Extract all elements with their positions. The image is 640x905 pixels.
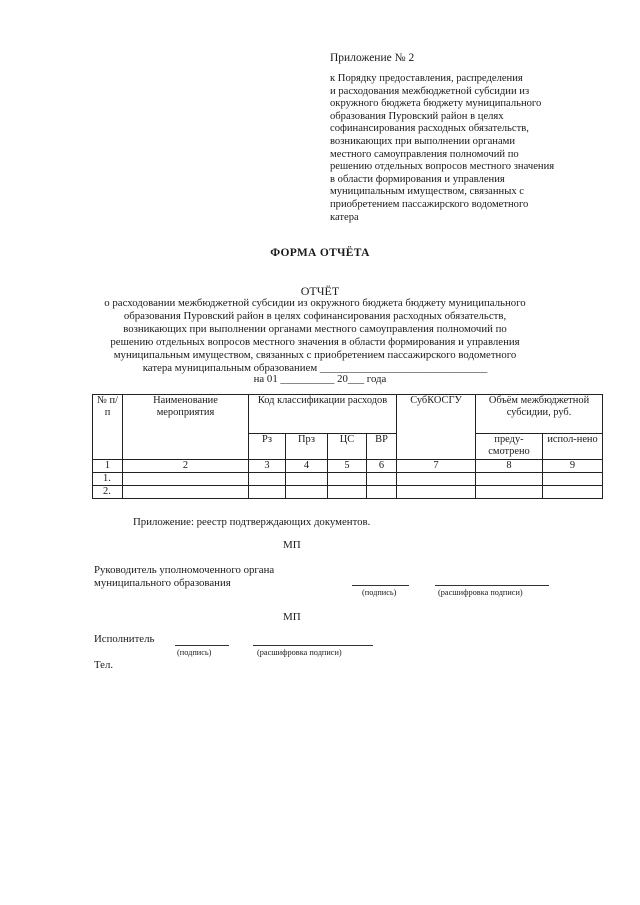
annex-title: Приложение № 2 — [330, 52, 415, 64]
report-line: о расходовании межбюджетной субсидии из окружного бюджета бюджету муниципального — [104, 297, 526, 309]
annex-line: образования Пуровский район в целях — [330, 110, 504, 122]
header-subkosgu: СубКОСГУ — [397, 395, 476, 460]
table-cell — [286, 486, 328, 499]
annex-line: и расходования межбюджетной субсидии из — [330, 85, 530, 97]
row-number: 1. — [93, 473, 123, 486]
annex-text — [330, 73, 620, 224]
attachment-note: Приложение: реестр подтверждающих документов. — [133, 516, 371, 528]
column-number: 2 — [123, 460, 249, 473]
executor-decoding-line — [253, 645, 373, 646]
table-cell — [476, 486, 543, 499]
annex-line: возникающих при выполнении органами — [330, 135, 516, 147]
executor-signature-line — [175, 645, 229, 646]
executor-label: Исполнитель — [94, 633, 155, 645]
stamp-place-label: МП — [283, 539, 301, 551]
table-row — [93, 486, 603, 499]
annex-line: софинансирования расходных обязательств, — [330, 123, 529, 135]
column-number: 9 — [543, 460, 603, 473]
column-number: 6 — [367, 460, 397, 473]
column-number: 4 — [286, 460, 328, 473]
table-cell — [328, 486, 367, 499]
form-title: ФОРМА ОТЧЁТА — [270, 247, 370, 259]
phone-label: Тел. — [94, 659, 114, 671]
column-number: 8 — [476, 460, 543, 473]
header-planned: преду-смотрено — [476, 434, 543, 460]
head-label-line: муниципального образования — [94, 577, 231, 589]
annex-line: к Порядку предоставления, распределения — [330, 73, 523, 84]
report-line: возникающих при выполнении органами местного самоуправления полномочий по — [123, 322, 507, 335]
table-cell — [249, 486, 286, 499]
report-line: образования Пуровский район в целях софинансирования расходных обязательств, — [123, 309, 507, 322]
header-prz: Прз — [286, 434, 328, 460]
report-date-line: на 01 __________ 20___ года — [253, 373, 387, 385]
column-number: 3 — [249, 460, 286, 473]
report-description — [80, 297, 550, 374]
report-line: муниципальным имуществом, связанных с приобретением пассажирского водометного — [113, 348, 517, 361]
annex-line: в области формирования и управления — [330, 173, 505, 185]
header-event-name: Наименование мероприятия — [123, 395, 249, 460]
table-cell — [476, 473, 543, 486]
table-cell — [397, 486, 476, 499]
table-row — [93, 473, 603, 486]
report-title: ОТЧЁТ — [300, 284, 340, 298]
header-classification-code: Код классификации расходов — [249, 395, 397, 434]
row-number: 2. — [93, 486, 123, 499]
header-number: № п/п — [93, 395, 123, 460]
table-cell — [123, 486, 249, 499]
head-decoding-caption: (расшифровка подписи) — [438, 588, 523, 597]
annex-line: приобретением пассажирского водометного — [330, 198, 529, 210]
table-cell — [543, 473, 603, 486]
header-subsidy-volume: Объём межбюджетной субсидии, руб. — [476, 395, 603, 434]
head-signature-caption: (подпись) — [362, 588, 397, 597]
executor-signature-caption: (подпись) — [177, 648, 212, 657]
column-number: 5 — [328, 460, 367, 473]
annex-line: решению отдельных вопросов местного значения — [330, 161, 555, 173]
report-line: решению отдельных вопросов местного значения в области формирования и управления — [110, 335, 520, 348]
head-label — [94, 564, 274, 590]
report-table — [92, 394, 603, 499]
executor-decoding-caption: (расшифровка подписи) — [257, 648, 342, 657]
table-cell — [367, 486, 397, 499]
column-number-row — [93, 460, 603, 473]
header-vr: ВР — [367, 434, 397, 460]
header-cs: ЦС — [328, 434, 367, 460]
header-executed: испол-нено — [543, 434, 603, 460]
stamp-place-label: МП — [283, 611, 301, 623]
table-cell — [397, 473, 476, 486]
annex-line: местного самоуправления полномочий по — [330, 148, 519, 160]
head-decoding-line — [435, 585, 549, 586]
report-line: катера муниципальным образованием _______________________________ — [142, 361, 488, 374]
table-cell — [328, 473, 367, 486]
table-cell — [543, 486, 603, 499]
header-rz: Рз — [249, 434, 286, 460]
annex-line: окружного бюджета бюджету муниципального — [330, 98, 542, 110]
table-cell — [367, 473, 397, 486]
annex-line: катера — [330, 211, 359, 223]
head-signature-line — [352, 585, 409, 586]
table-cell — [286, 473, 328, 486]
column-number: 1 — [93, 460, 123, 473]
column-number: 7 — [397, 460, 476, 473]
annex-line: муниципальным имуществом, связанных с — [330, 186, 524, 198]
table-cell — [123, 473, 249, 486]
head-label-line: Руководитель уполномоченного органа — [94, 564, 275, 576]
table-cell — [249, 473, 286, 486]
